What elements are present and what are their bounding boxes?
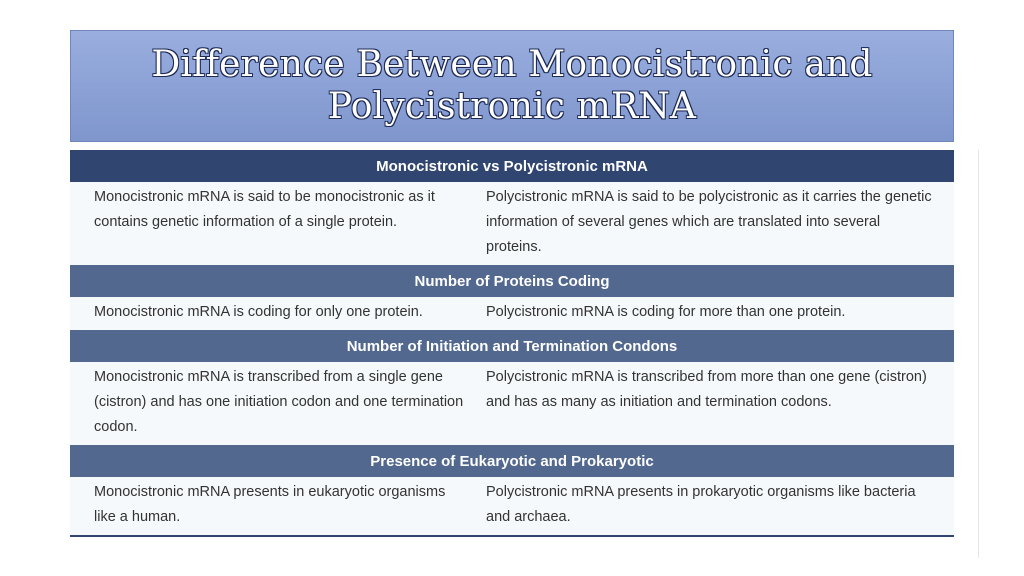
- section-header-presence: Presence of Eukaryotic and Prokaryotic: [70, 445, 954, 477]
- section-row-codons: [70, 362, 954, 445]
- comparison-table: [70, 150, 954, 537]
- slide-title-banner: [70, 30, 954, 142]
- table-bottom-rule: [70, 535, 954, 537]
- slide-title-line-1: Difference Between Monocistronic and: [151, 44, 873, 85]
- monocistronic-cell: Monocistronic mRNA presents in eukaryotic organisms like a human.: [94, 484, 446, 525]
- polycistronic-cell: Polycistronic mRNA is transcribed from more than one gene (cistron) and has as many as initiation and termination codons.: [486, 369, 927, 410]
- section-header-overview: Monocistronic vs Polycistronic mRNA: [70, 150, 954, 182]
- polycistronic-cell: Polycistronic mRNA is coding for more than one protein.: [486, 304, 846, 320]
- polycistronic-cell: Polycistronic mRNA presents in prokaryotic organisms like bacteria and archaea.: [486, 484, 916, 525]
- section-row-presence: [70, 477, 954, 535]
- section-row-overview: [70, 182, 954, 265]
- polycistronic-cell: Polycistronic mRNA is said to be polycistronic as it carries the genetic information of several genes which are translated into several proteins.: [486, 189, 932, 255]
- monocistronic-cell: Monocistronic mRNA is said to be monocistronic as it contains genetic information of a single protein.: [94, 189, 435, 230]
- monocistronic-cell: Monocistronic mRNA is coding for only one protein.: [94, 304, 423, 320]
- section-header-codons: Number of Initiation and Termination Condons: [70, 330, 954, 362]
- section-row-proteins: [70, 297, 954, 330]
- slide-title-line-2: Polycistronic mRNA: [327, 86, 697, 127]
- section-header-proteins: Number of Proteins Coding: [70, 265, 954, 297]
- monocistronic-cell: Monocistronic mRNA is transcribed from a single gene (cistron) and has one initiation codon and one termination codon.: [94, 369, 464, 435]
- page-edge-divider: [978, 150, 979, 558]
